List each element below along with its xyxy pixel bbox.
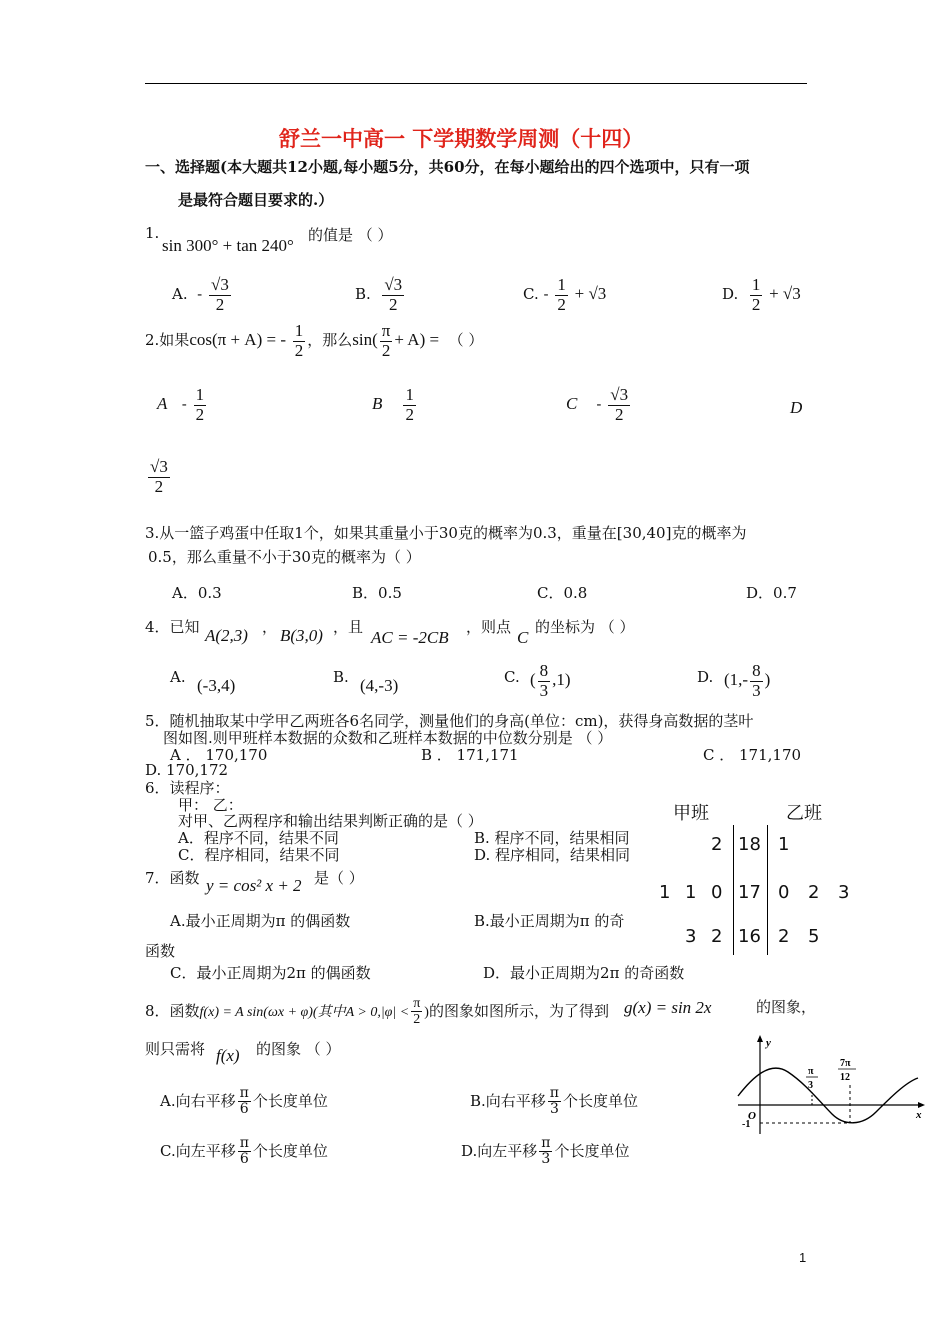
min-value-label: -1 xyxy=(742,1119,751,1130)
q4-option-d-value: (1,- $\frac{8}{3}$ ) xyxy=(724,661,771,700)
leaf-right: 2 xyxy=(808,882,820,903)
q4-vector-eq: AC = -2CB xyxy=(371,628,449,647)
leaf-left: 2 xyxy=(711,834,723,855)
q3-line2: 0.5，那么重量不小于30克的概率为（ ） xyxy=(148,548,421,566)
q1-option-b: B. $\frac{√3}{2}$ xyxy=(355,275,403,314)
q1-expression: sin 300° + tan 240° xyxy=(162,236,294,255)
q5-line1: 5．随机抽取某中学甲乙两班各6名同学，测量他们的身高(单位：cm)，获得身高数据的茎叶 xyxy=(145,712,754,730)
q8-line2-prefix: 则只需将 xyxy=(145,1040,206,1058)
q7-expression: y = cos² x + 2 xyxy=(206,876,302,895)
page-title: 舒兰一中高一 下学期数学周测（十四） xyxy=(279,127,644,151)
q3-option-b: B．0.5 xyxy=(352,584,402,602)
q8-line2-suffix: 的图象 （ ） xyxy=(256,1040,341,1058)
q3-option-a: A．0.3 xyxy=(172,584,222,602)
q4-point-b: B(3,0) xyxy=(280,626,323,645)
q6-option-c: C．程序相同，结果不同 xyxy=(178,846,340,864)
q4-suffix: 的坐标为 （ ） xyxy=(535,618,635,636)
q4-point-c: C xyxy=(517,628,529,647)
q8-sine-graph xyxy=(728,1030,928,1140)
leaf-right: 2 xyxy=(778,926,790,947)
q1-suffix: 的值是 （ ） xyxy=(308,226,393,244)
x-axis-label: x xyxy=(916,1109,922,1121)
q4-option-d-label: D. xyxy=(697,668,714,686)
leaf-right: 5 xyxy=(808,926,820,947)
leaf-left: 1 xyxy=(659,882,671,903)
q6-line3: 对甲、乙两程序和输出结果判断正确的是（ ） xyxy=(178,812,483,830)
q4-option-c-value: ( $\frac{8}{3}$ ,1) xyxy=(530,661,571,700)
q7-suffix: 是（ ） xyxy=(314,869,364,887)
q5-option-a: A ． 170,170 xyxy=(170,746,268,764)
stem-leaf-left-title: 甲班 xyxy=(673,803,709,824)
y-axis-arrow xyxy=(757,1035,763,1042)
q4-point-a: A(2,3) xyxy=(205,626,248,645)
q4-sep2: ，且 xyxy=(333,618,364,636)
sine-curve xyxy=(738,1068,918,1123)
q5-line2: 图如图.则甲班样本数据的众数和乙班样本数据的中位数分别是 （ ） xyxy=(163,729,613,747)
tick2-den: 12 xyxy=(840,1072,850,1083)
stem-leaf-right-title: 乙班 xyxy=(786,803,822,824)
q2-option-d-label: D xyxy=(790,398,803,417)
q6-option-a: A．程序不同，结果不同 xyxy=(178,829,339,847)
q7-option-b-cont: 函数 xyxy=(145,942,176,960)
q4-sep1: ， xyxy=(262,618,278,636)
q1-option-d: D. $\frac{1}{2}$ + √3 xyxy=(722,275,801,314)
q5-option-d: D. 170,172 xyxy=(145,761,229,779)
section-heading-line2: 是最符合题目要求的.） xyxy=(178,191,334,209)
q4-option-a-value: (-3,4) xyxy=(197,676,236,695)
stem-divider-left xyxy=(733,825,734,955)
page-number: 1 xyxy=(799,1250,807,1265)
section-heading-line1: 一、选择题(本大题共12小题,每小题5分，共60分，在每小题给出的四个选项中，只有一项 xyxy=(145,158,750,176)
q4-option-a-label: A. xyxy=(170,668,186,686)
q5-option-b: B ． 171,171 xyxy=(421,746,519,764)
q4-option-c-label: C. xyxy=(504,668,520,686)
leaf-left: 0 xyxy=(711,882,723,903)
stem-value: 17 xyxy=(738,882,761,903)
stem-value: 18 xyxy=(738,834,761,855)
x-axis-arrow xyxy=(918,1102,925,1108)
q8-option-b: B.向右平移 $\frac{\pi}{3}$ 个长度单位 xyxy=(470,1085,639,1118)
q8-target-function: g(x) = sin 2x xyxy=(624,998,712,1017)
header-rule xyxy=(145,83,807,84)
leaf-left: 3 xyxy=(685,926,697,947)
tick1-num: π xyxy=(808,1066,814,1077)
y-axis-label: y xyxy=(766,1037,771,1049)
q8-stem: 8．函数f(x) = A sin(ωx + φ)(其中A > 0,|φ| < $\frac{\pi}{2}$ )的图象如图所示，为了得到 xyxy=(145,996,609,1028)
q8-suffix: 的图象， xyxy=(756,998,817,1016)
leaf-right: 0 xyxy=(778,882,790,903)
origin-label: O xyxy=(748,1110,756,1122)
tick1-den: 3 xyxy=(808,1080,813,1091)
q4-option-b-value: (4,-3) xyxy=(360,676,399,695)
q1-number: 1. xyxy=(145,224,160,242)
q2-stem: 2.如果cos(π + A) = - $\frac{1}{2}$ ，那么sin( $\frac{\pi}{2}$ + A) = （ ） xyxy=(145,321,484,360)
q7-option-a: A.最小正周期为π 的偶函数 xyxy=(170,912,351,930)
q2-option-a: A - $\frac{1}{2}$ xyxy=(157,385,205,424)
q4-option-b-label: B. xyxy=(333,668,349,686)
q6-line2: 甲： 乙： xyxy=(178,796,243,814)
tick2-num: 7π xyxy=(840,1058,851,1069)
leaf-left: 1 xyxy=(685,882,697,903)
q8-line2-function: f(x) xyxy=(216,1046,240,1065)
q7-option-b: B.最小正周期为π 的奇 xyxy=(474,912,625,930)
q7-prefix: 7．函数 xyxy=(145,869,200,887)
q6-option-d: D. 程序相同，结果相同 xyxy=(474,846,631,864)
leaf-right: 1 xyxy=(778,834,790,855)
q2-option-d-value: $\frac{√3}{2}$ xyxy=(150,457,168,496)
stem-value: 16 xyxy=(738,926,761,947)
q8-option-c: C.向左平移 $\frac{\pi}{6}$ 个长度单位 xyxy=(160,1135,328,1168)
q2-option-c: C - $\frac{√3}{2}$ xyxy=(566,385,629,424)
q2-option-b: B $\frac{1}{2}$ xyxy=(372,385,414,424)
q5-option-c: C ． 171,170 xyxy=(703,746,802,764)
q3-option-d: D．0.7 xyxy=(746,584,797,602)
q7-option-c: C．最小正周期为2π 的偶函数 xyxy=(170,964,371,982)
leaf-right: 3 xyxy=(838,882,850,903)
q8-option-d: D.向左平移 $\frac{\pi}{3}$ 个长度单位 xyxy=(461,1135,630,1168)
q3-option-c: C．0.8 xyxy=(537,584,588,602)
q4-mid: ，则点 xyxy=(466,618,512,636)
leaf-left: 2 xyxy=(711,926,723,947)
q6-line1: 6．读程序： xyxy=(145,779,230,797)
q1-option-a: A. - $\frac{√3}{2}$ xyxy=(172,275,229,314)
stem-divider-right xyxy=(767,825,768,955)
q4-prefix: 4．已知 xyxy=(145,618,200,636)
q1-option-c: C. - $\frac{1}{2}$ + √3 xyxy=(523,275,607,314)
q3-line1: 3.从一篮子鸡蛋中任取1个，如果其重量小于30克的概率为0.3，重量在[30,40]克的概率为 xyxy=(145,524,747,542)
q7-option-d: D．最小正周期为2π 的奇函数 xyxy=(483,964,685,982)
q8-option-a: A.向右平移 $\frac{\pi}{6}$ 个长度单位 xyxy=(160,1085,328,1118)
q6-option-b: B. 程序不同，结果相同 xyxy=(474,829,630,847)
